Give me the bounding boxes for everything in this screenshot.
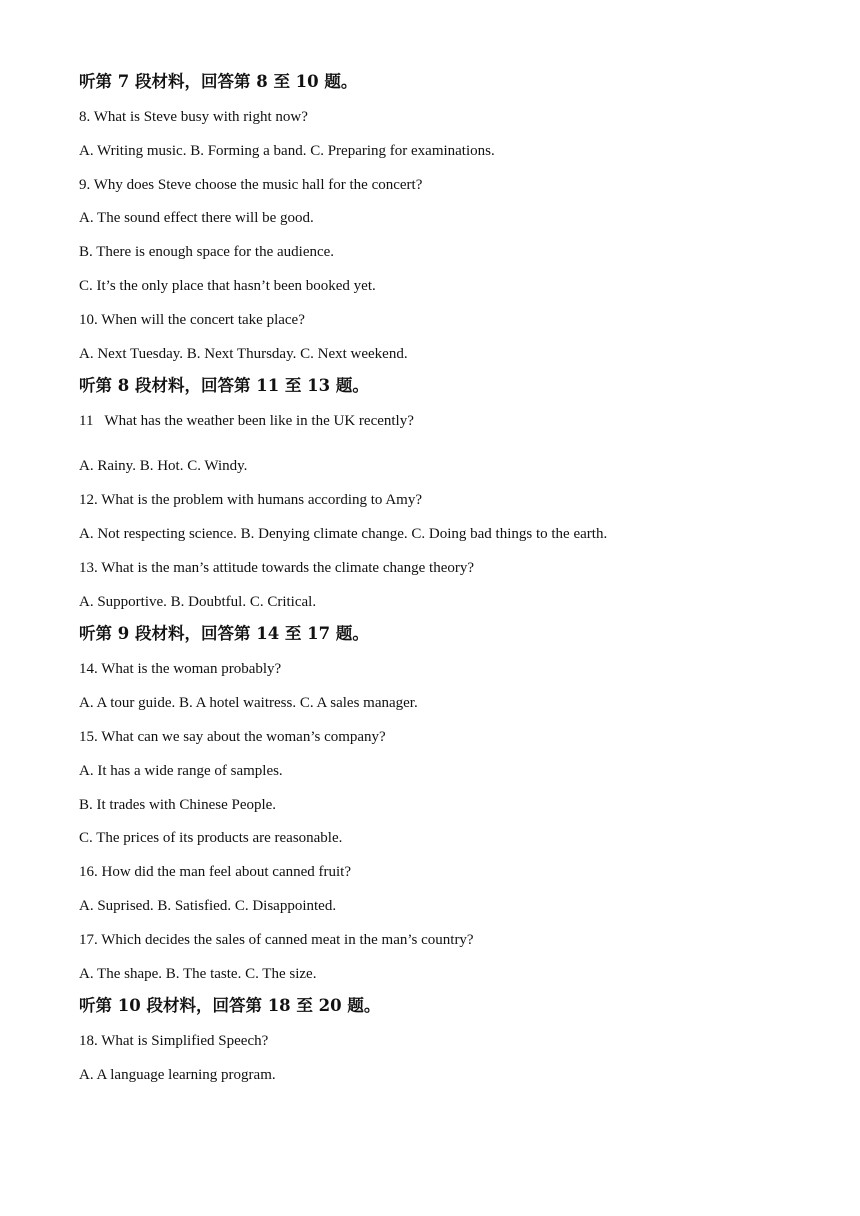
option-line: B. It trades with Chinese People. bbox=[79, 797, 277, 813]
question-line: 11 What has the weather been like in the UK recently? bbox=[79, 413, 414, 429]
question-line: 8. What is Steve busy with right now? bbox=[79, 109, 308, 125]
option-line: A. A language learning program. bbox=[79, 1067, 276, 1083]
question-line: 12. What is the problem with humans according to Amy? bbox=[79, 492, 422, 508]
option-line: B. There is enough space for the audience. bbox=[79, 244, 335, 260]
question-line: 15. What can we say about the woman’s company? bbox=[79, 729, 386, 745]
option-line: C. It’s the only place that hasn’t been booked yet. bbox=[79, 278, 376, 294]
section-heading: 听第 7 段材料，回答第 8 至 10 题。 bbox=[79, 72, 358, 91]
option-line: A. The shape. B. The taste. C. The size. bbox=[79, 966, 317, 982]
question-line: 13. What is the man’s attitude towards the climate change theory? bbox=[79, 560, 475, 576]
question-line: 14. What is the woman probably? bbox=[79, 661, 282, 677]
option-line: A. Next Tuesday. B. Next Thursday. C. Next weekend. bbox=[79, 346, 408, 362]
question-line: 17. Which decides the sales of canned meat in the man’s country? bbox=[79, 932, 474, 948]
option-line: A. It has a wide range of samples. bbox=[79, 763, 283, 779]
option-line: A. Suprised. B. Satisfied. C. Disappointed. bbox=[79, 898, 337, 914]
question-line: 16. How did the man feel about canned fruit? bbox=[79, 864, 351, 880]
option-line: A. Writing music. B. Forming a band. C. Preparing for examinations. bbox=[79, 143, 495, 159]
question-line: 18. What is Simplified Speech? bbox=[79, 1033, 269, 1049]
option-line: A. The sound effect there will be good. bbox=[79, 210, 314, 226]
section-heading: 听第 10 段材料，回答第 18 至 20 题。 bbox=[79, 996, 381, 1015]
question-line: 10. When will the concert take place? bbox=[79, 312, 305, 328]
section-heading: 听第 8 段材料，回答第 11 至 13 题。 bbox=[79, 376, 369, 395]
option-line: A. A tour guide. B. A hotel waitress. C. A sales manager. bbox=[79, 695, 418, 711]
option-line: A. Supportive. B. Doubtful. C. Critical. bbox=[79, 594, 317, 610]
option-line: A. Rainy. B. Hot. C. Windy. bbox=[79, 458, 248, 474]
option-line: A. Not respecting science. B. Denying climate change. C. Doing bad things to the earth. bbox=[79, 526, 608, 542]
option-line: C. The prices of its products are reasonable. bbox=[79, 830, 343, 846]
question-line: 9. Why does Steve choose the music hall for the concert? bbox=[79, 177, 423, 193]
section-heading: 听第 9 段材料，回答第 14 至 17 题。 bbox=[79, 624, 369, 643]
